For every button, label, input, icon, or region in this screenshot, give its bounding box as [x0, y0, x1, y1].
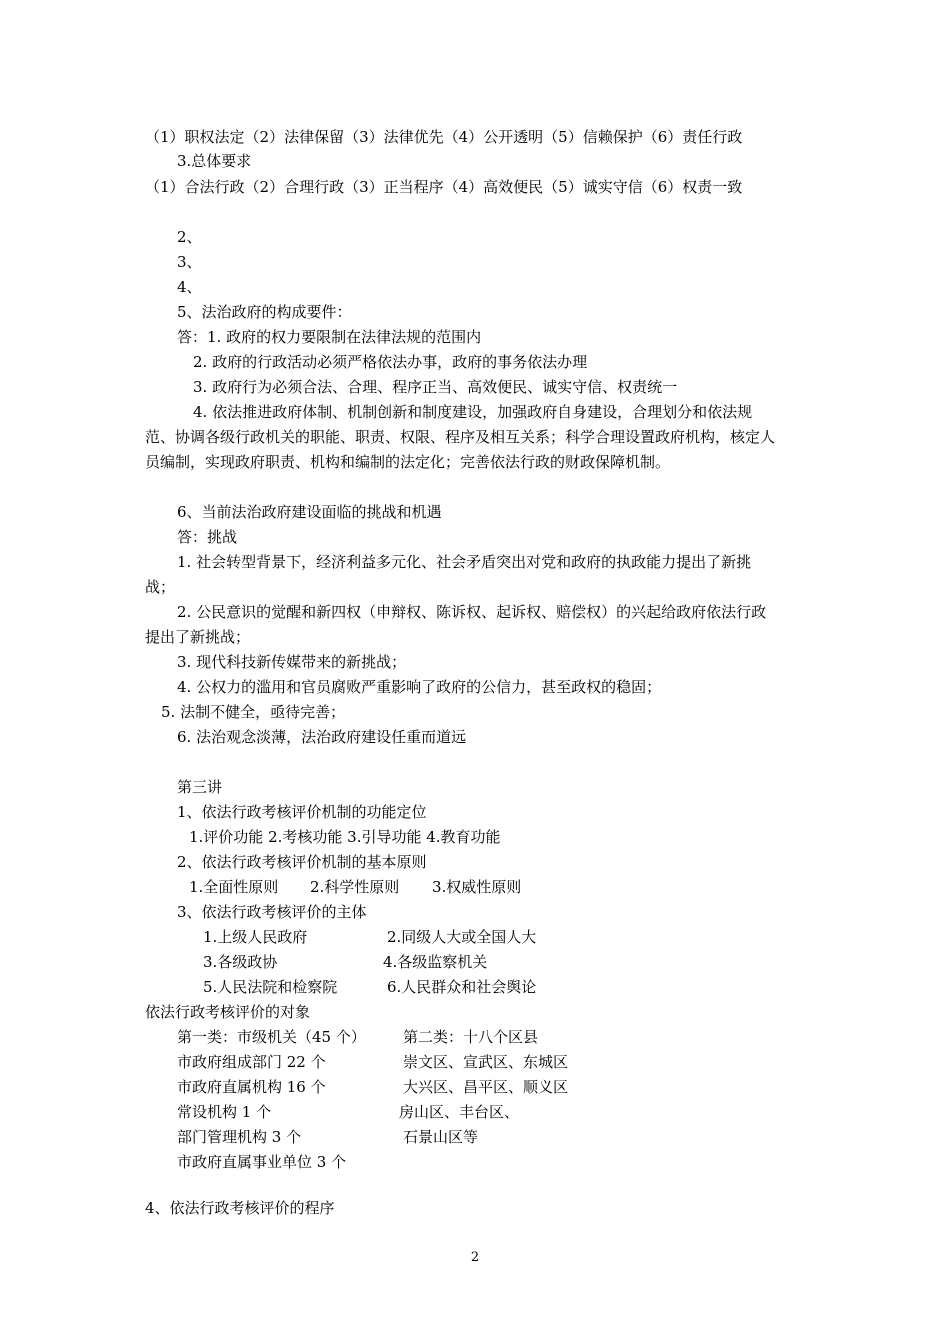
subject-item: 6.人民群众和社会舆论 [387, 978, 537, 996]
subject-item: 5.人民法院和检察院 [203, 978, 338, 996]
text-line: 2. 公民意识的觉醒和新四权（申辩权、陈诉权、起诉权、赔偿权）的兴起给政府依法行政 [177, 603, 767, 621]
table-cell: 第一类：市级机关（45 个） [177, 1028, 366, 1046]
text-line: 员编制，实现政府职责、机构和编制的法定化；完善依法行政的财政保障机制。 [145, 453, 671, 471]
table-cell: 市政府组成部门 22 个 [177, 1053, 326, 1071]
section-heading: 依法行政考核评价的对象 [145, 1003, 311, 1021]
text-line: 5. 法制不健全，亟待完善； [161, 703, 346, 721]
text-line: 1. 社会转型背景下，经济利益多元化、社会矛盾突出对党和政府的执政能力提出了新挑 [177, 553, 752, 571]
text-line: 答：挑战 [177, 528, 238, 546]
principle-item: 3.权威性原则 [432, 878, 522, 896]
text-line: 4. 公权力的滥用和官员腐败严重影响了政府的公信力，甚至政权的稳固； [177, 678, 662, 696]
text-line: 4. 依法推进政府体制、机制创新和制度建设，加强政府自身建设，合理划分和依法规 [193, 403, 753, 421]
text-line: 3、 [177, 253, 202, 271]
text-line: 提出了新挑战； [145, 628, 251, 646]
table-cell: 部门管理机构 3 个 [177, 1128, 302, 1146]
text-line: 答：1. 政府的权力要限制在法律法规的范围内 [177, 328, 482, 346]
text-line: 范、协调各级行政机关的职能、职责、权限、程序及相互关系；科学合理设置政府机构，核定人 [145, 428, 776, 446]
text-line: 1.评价功能 2.考核功能 3.引导功能 4.教育功能 [189, 828, 501, 846]
text-line: 3.总体要求 [177, 152, 252, 170]
principle-item: 1.全面性原则 [189, 878, 279, 896]
subject-item: 3.各级政协 [203, 953, 278, 971]
text-line: （1）职权法定（2）法律保留（3）法律优先（4）公开透明（5）信赖保护（6）责任行政 [145, 128, 743, 146]
section-heading: 1、依法行政考核评价机制的功能定位 [177, 803, 427, 821]
table-cell: 市政府直属机构 16 个 [177, 1078, 326, 1096]
table-cell: 大兴区、昌平区、顺义区 [403, 1078, 569, 1096]
text-line: 战； [145, 578, 176, 596]
section-heading: 3、依法行政考核评价的主体 [177, 903, 367, 921]
subject-item: 4.各级监察机关 [383, 953, 488, 971]
text-line: 2、 [177, 228, 202, 246]
text-line: 4、 [177, 278, 202, 296]
section-heading: 4、依法行政考核评价的程序 [145, 1199, 335, 1217]
subject-item: 2.同级人大或全国人大 [387, 928, 537, 946]
lecture-heading: 第三讲 [177, 778, 223, 796]
page-number: 2 [470, 1250, 480, 1265]
subject-item: 1.上级人民政府 [203, 928, 308, 946]
section-heading: 5、法治政府的构成要件： [177, 303, 352, 321]
principle-item: 2.科学性原则 [310, 878, 400, 896]
table-cell: 第二类：十八个区县 [403, 1028, 539, 1046]
table-cell: 房山区、丰台区、 [399, 1103, 520, 1121]
text-line: 3. 政府行为必须合法、合理、程序正当、高效便民、诚实守信、权责统一 [193, 378, 678, 396]
section-heading: 2、依法行政考核评价机制的基本原则 [177, 853, 427, 871]
table-cell: 石景山区等 [403, 1128, 479, 1146]
table-cell: 崇文区、宣武区、东城区 [403, 1053, 569, 1071]
table-cell: 常设机构 1 个 [177, 1103, 272, 1121]
text-line: 3. 现代科技新传媒带来的新挑战； [177, 653, 407, 671]
section-heading: 6、当前法治政府建设面临的挑战和机遇 [177, 503, 442, 521]
table-cell: 市政府直属事业单位 3 个 [177, 1153, 347, 1171]
text-line: 2. 政府的行政活动必须严格依法办事，政府的事务依法办理 [193, 353, 588, 371]
text-line: （1）合法行政（2）合理行政（3）正当程序（4）高效便民（5）诚实守信（6）权责一致 [145, 178, 743, 196]
text-line: 6. 法治观念淡薄，法治政府建设任重而道远 [177, 728, 467, 746]
